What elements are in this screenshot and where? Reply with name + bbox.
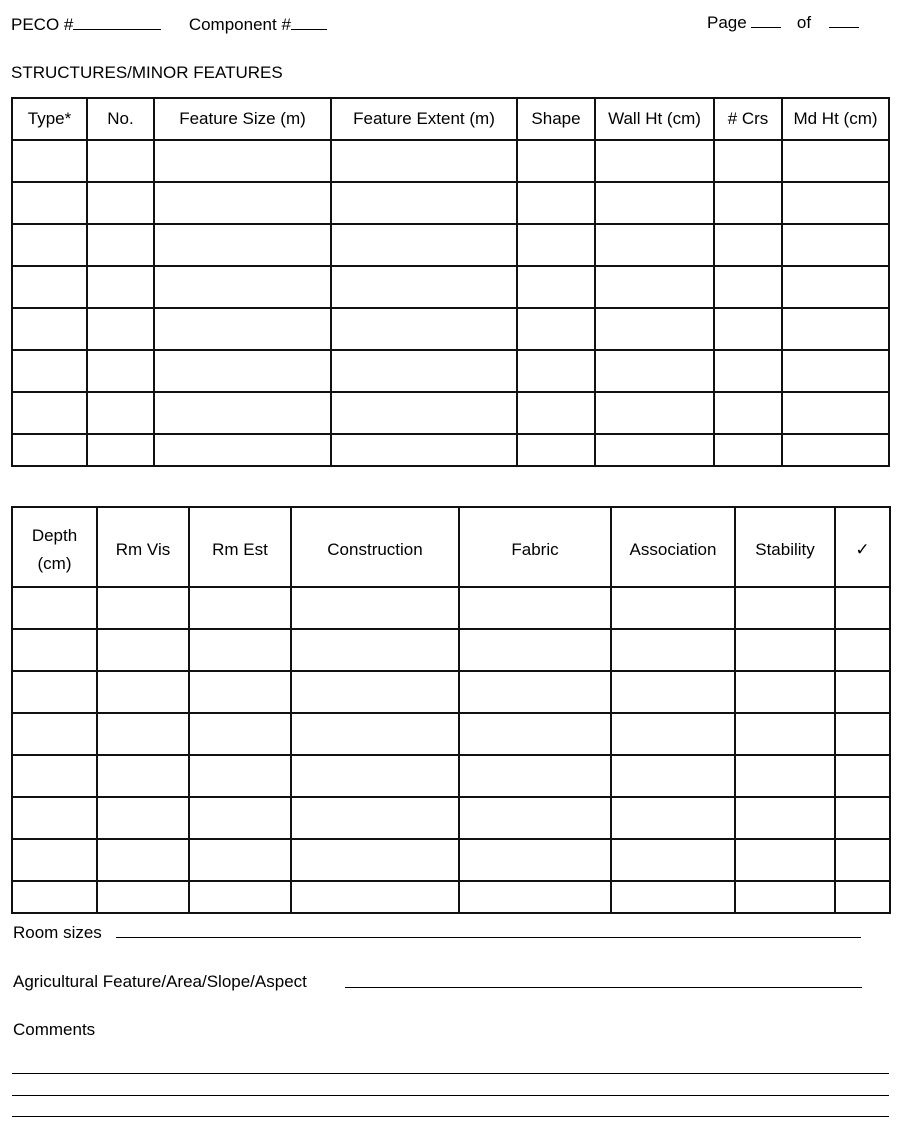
table-cell[interactable]: [595, 350, 714, 392]
table-cell[interactable]: [782, 434, 889, 466]
col-fabric: Fabric: [459, 507, 611, 587]
table-cell[interactable]: [517, 140, 595, 182]
col-md-ht: Md Ht (cm): [782, 98, 889, 140]
table-row: [12, 182, 889, 224]
table-cell[interactable]: [714, 308, 782, 350]
table-cell[interactable]: [154, 182, 331, 224]
of-label: of: [796, 13, 812, 32]
rooms-table-body: [12, 587, 890, 913]
table-cell[interactable]: [517, 434, 595, 466]
table-cell[interactable]: [735, 713, 835, 755]
table-cell[interactable]: [835, 671, 890, 713]
table-cell[interactable]: [189, 755, 291, 797]
table-cell[interactable]: [835, 797, 890, 839]
table-cell[interactable]: [189, 797, 291, 839]
table-cell[interactable]: [735, 839, 835, 881]
table-cell[interactable]: [87, 434, 154, 466]
table-cell[interactable]: [835, 839, 890, 881]
table-cell[interactable]: [12, 434, 87, 466]
table-cell[interactable]: [12, 881, 97, 913]
table-cell[interactable]: [12, 839, 97, 881]
table-cell[interactable]: [595, 434, 714, 466]
table-cell[interactable]: [459, 713, 611, 755]
table-cell[interactable]: [97, 755, 189, 797]
table-cell[interactable]: [611, 713, 735, 755]
table-cell[interactable]: [12, 350, 87, 392]
table-cell[interactable]: [331, 392, 517, 434]
table-cell[interactable]: [154, 350, 331, 392]
table-cell[interactable]: [154, 140, 331, 182]
agricultural-line[interactable]: [345, 987, 862, 988]
table-cell[interactable]: [189, 671, 291, 713]
table-cell[interactable]: [331, 182, 517, 224]
header-left: [11, 15, 327, 35]
table-cell[interactable]: [87, 182, 154, 224]
table-cell[interactable]: [517, 392, 595, 434]
table-cell[interactable]: [517, 224, 595, 266]
table-cell[interactable]: [331, 140, 517, 182]
table-cell[interactable]: [782, 266, 889, 308]
table-cell[interactable]: [291, 713, 459, 755]
table-cell[interactable]: [291, 629, 459, 671]
table-cell[interactable]: [714, 266, 782, 308]
col-rm-vis: Rm Vis: [97, 507, 189, 587]
table-cell[interactable]: [782, 308, 889, 350]
table-cell[interactable]: [735, 797, 835, 839]
table-cell[interactable]: [835, 755, 890, 797]
table-cell[interactable]: [517, 182, 595, 224]
table-cell[interactable]: [12, 140, 87, 182]
table-row: [12, 755, 890, 797]
col-stability: Stability: [735, 507, 835, 587]
room-sizes-line[interactable]: [116, 937, 861, 938]
table-cell[interactable]: [12, 587, 97, 629]
component-label: Component #: [188, 15, 291, 34]
table-cell[interactable]: [291, 587, 459, 629]
table-cell[interactable]: [291, 839, 459, 881]
table-cell[interactable]: [595, 224, 714, 266]
table-cell[interactable]: [595, 182, 714, 224]
col-rm-est: Rm Est: [189, 507, 291, 587]
table-cell[interactable]: [154, 266, 331, 308]
table-cell[interactable]: [595, 392, 714, 434]
page-number-field[interactable]: [751, 13, 781, 28]
table-cell[interactable]: [459, 797, 611, 839]
table-cell[interactable]: [97, 797, 189, 839]
rooms-header-row: [12, 507, 890, 587]
table-cell[interactable]: [12, 713, 97, 755]
comments-line[interactable]: [12, 1116, 889, 1117]
table-cell[interactable]: [517, 308, 595, 350]
table-cell[interactable]: [735, 671, 835, 713]
table-cell[interactable]: [87, 350, 154, 392]
page-total-field[interactable]: [829, 13, 859, 28]
table-cell[interactable]: [97, 587, 189, 629]
table-cell[interactable]: [611, 839, 735, 881]
table-cell[interactable]: [291, 755, 459, 797]
table-cell[interactable]: [714, 392, 782, 434]
col-shape: Shape: [517, 98, 595, 140]
table-cell[interactable]: [459, 839, 611, 881]
section-title: STRUCTURES/MINOR FEATURES: [11, 63, 283, 82]
table-row: [12, 629, 890, 671]
table-row: [12, 224, 889, 266]
table-cell[interactable]: [154, 392, 331, 434]
table-cell[interactable]: [459, 671, 611, 713]
table-row: [12, 434, 889, 466]
col-feature-size: Feature Size (m): [154, 98, 331, 140]
structures-table: [11, 97, 890, 467]
table-cell[interactable]: [735, 629, 835, 671]
table-cell[interactable]: [12, 266, 87, 308]
col-depth: Depth (cm): [12, 507, 97, 587]
table-cell[interactable]: [611, 755, 735, 797]
table-cell[interactable]: [835, 629, 890, 671]
comments-line[interactable]: [12, 1095, 889, 1096]
table-cell[interactable]: [97, 881, 189, 913]
table-cell[interactable]: [189, 881, 291, 913]
table-row: [12, 350, 889, 392]
comments-line[interactable]: [12, 1073, 889, 1074]
rooms-table: [11, 506, 891, 914]
table-cell[interactable]: [782, 140, 889, 182]
table-cell[interactable]: [97, 629, 189, 671]
table-cell[interactable]: [611, 797, 735, 839]
agricultural-label: Agricultural Feature/Area/Slope/Aspect: [13, 972, 307, 991]
table-row: [12, 392, 889, 434]
table-cell[interactable]: [331, 350, 517, 392]
table-cell[interactable]: [97, 839, 189, 881]
table-cell[interactable]: [835, 713, 890, 755]
table-cell[interactable]: [611, 881, 735, 913]
table-cell[interactable]: [735, 755, 835, 797]
table-cell[interactable]: [714, 182, 782, 224]
table-cell[interactable]: [87, 140, 154, 182]
structures-table-body: [12, 140, 889, 466]
col-wall-ht: Wall Ht (cm): [595, 98, 714, 140]
table-cell[interactable]: [154, 434, 331, 466]
col-type: Type*: [12, 98, 87, 140]
col-feature-extent: Feature Extent (m): [331, 98, 517, 140]
table-cell[interactable]: [714, 224, 782, 266]
table-cell[interactable]: [835, 587, 890, 629]
table-cell[interactable]: [291, 797, 459, 839]
table-cell[interactable]: [735, 881, 835, 913]
peco-label: PECO #: [11, 15, 74, 34]
table-cell[interactable]: [595, 140, 714, 182]
table-cell[interactable]: [291, 881, 459, 913]
table-row: [12, 881, 890, 913]
col-check: ✓: [835, 507, 890, 587]
table-cell[interactable]: [459, 587, 611, 629]
table-cell[interactable]: [189, 839, 291, 881]
table-cell[interactable]: [331, 266, 517, 308]
table-cell[interactable]: [12, 182, 87, 224]
table-cell[interactable]: [291, 671, 459, 713]
table-row: [12, 140, 889, 182]
table-cell[interactable]: [97, 671, 189, 713]
table-cell[interactable]: [154, 308, 331, 350]
room-sizes-label: Room sizes: [13, 923, 102, 942]
table-row: [12, 797, 890, 839]
table-cell[interactable]: [782, 392, 889, 434]
peco-number-field[interactable]: [73, 15, 161, 30]
table-cell[interactable]: [517, 350, 595, 392]
table-cell[interactable]: [782, 182, 889, 224]
table-cell[interactable]: [331, 308, 517, 350]
structures-header-row: [12, 98, 889, 140]
table-row: [12, 587, 890, 629]
table-cell[interactable]: [331, 434, 517, 466]
table-cell[interactable]: [12, 797, 97, 839]
table-cell[interactable]: [517, 266, 595, 308]
table-cell[interactable]: [87, 224, 154, 266]
table-cell[interactable]: [12, 629, 97, 671]
table-cell[interactable]: [189, 587, 291, 629]
col-crs: # Crs: [714, 98, 782, 140]
col-no: No.: [87, 98, 154, 140]
table-row: [12, 839, 890, 881]
table-cell[interactable]: [331, 224, 517, 266]
table-cell[interactable]: [835, 881, 890, 913]
table-cell[interactable]: [12, 392, 87, 434]
table-cell[interactable]: [611, 587, 735, 629]
table-cell[interactable]: [714, 434, 782, 466]
table-cell[interactable]: [12, 671, 97, 713]
table-cell[interactable]: [87, 392, 154, 434]
table-cell[interactable]: [12, 755, 97, 797]
table-row: [12, 713, 890, 755]
page-label: Page: [707, 13, 747, 32]
table-cell[interactable]: [189, 713, 291, 755]
table-cell[interactable]: [595, 308, 714, 350]
table-cell[interactable]: [459, 755, 611, 797]
col-association: Association: [611, 507, 735, 587]
table-cell[interactable]: [189, 629, 291, 671]
header-right: [707, 13, 859, 33]
table-row: [12, 671, 890, 713]
table-cell[interactable]: [714, 140, 782, 182]
table-cell[interactable]: [782, 350, 889, 392]
table-cell[interactable]: [611, 629, 735, 671]
table-cell[interactable]: [782, 224, 889, 266]
table-cell[interactable]: [87, 308, 154, 350]
table-cell[interactable]: [595, 266, 714, 308]
table-cell[interactable]: [459, 881, 611, 913]
col-construction: Construction: [291, 507, 459, 587]
table-cell[interactable]: [611, 671, 735, 713]
table-cell[interactable]: [12, 308, 87, 350]
table-cell[interactable]: [12, 224, 87, 266]
table-row: [12, 266, 889, 308]
comments-label: Comments: [13, 1020, 96, 1039]
table-cell[interactable]: [735, 587, 835, 629]
table-cell[interactable]: [97, 713, 189, 755]
component-number-field[interactable]: [291, 15, 327, 30]
table-row: [12, 308, 889, 350]
table-cell[interactable]: [87, 266, 154, 308]
table-cell[interactable]: [714, 350, 782, 392]
table-cell[interactable]: [459, 629, 611, 671]
table-cell[interactable]: [154, 224, 331, 266]
